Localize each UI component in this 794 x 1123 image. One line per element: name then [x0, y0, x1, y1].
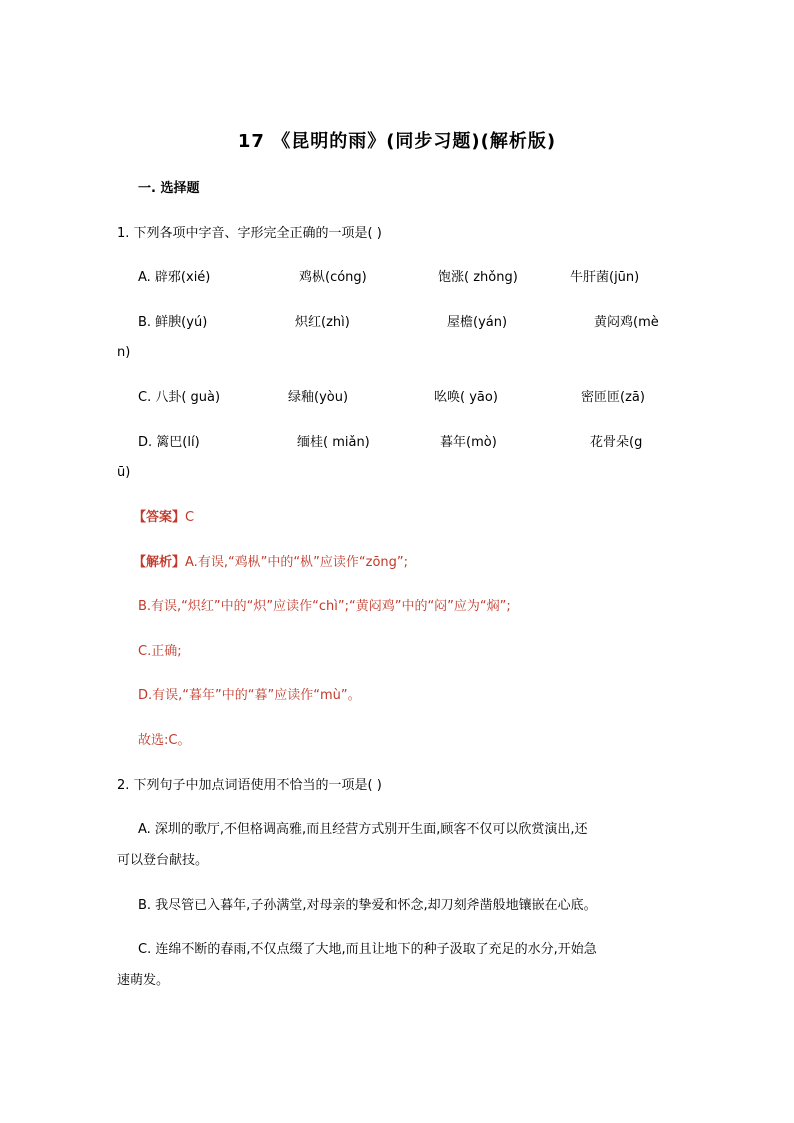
q1-option-c-1: C. 八卦( guà): [138, 390, 221, 405]
section-heading: 一. 选择题: [138, 181, 200, 196]
q1-option-a-1: A. 辟邪(xié): [138, 270, 211, 285]
q2-option-c-1: C. 连绵不断的春雨,不仅点缀了大地,而且让地下的种子汲取了充足的水分,开始急: [138, 942, 597, 957]
q1-option-b-3: 屋檐(yán): [447, 315, 508, 330]
q1-option-c-4: 密匝匝(zā): [581, 390, 645, 405]
answer-value: C: [185, 510, 195, 525]
q2-option-a-2: 可以登台献技。: [117, 853, 209, 868]
q1-option-b-2: 炽红(zhì): [295, 315, 350, 330]
q2-option-c-2: 速萌发。: [117, 973, 170, 988]
q1-option-c-3: 吆唤( yāo): [434, 390, 498, 405]
q1-stem: 1. 下列各项中字音、字形完全正确的一项是( ): [117, 226, 382, 241]
q1-option-b-cont: n): [117, 345, 131, 360]
analysis-a: A.有误,“鸡枞”中的“枞”应读作“zōng”;: [185, 555, 409, 570]
q1-conclusion: 故选:C。: [138, 733, 191, 748]
q1-option-b-1: B. 鲜腴(yú): [138, 315, 208, 330]
q2-stem: 2. 下列句子中加点词语使用不恰当的一项是( ): [117, 778, 382, 793]
q1-option-a-2: 鸡枞(cóng): [299, 270, 367, 285]
q1-option-d-cont: ū): [117, 465, 131, 480]
q1-option-d-2: 缅桂( miǎn): [297, 435, 370, 450]
q1-option-b-4: 黄闷鸡(mè: [594, 315, 659, 330]
q1-option-d-4: 花骨朵(g: [590, 435, 643, 450]
q1-analysis-b: B.有误,“炽红”中的“炽”应读作“chì”;“黄闷鸡”中的“闷”应为“焖”;: [138, 599, 511, 614]
q1-answer: [133, 510, 194, 526]
page-title: 17 《昆明的雨》(同步习题)(解析版): [237, 131, 557, 152]
q1-option-d-3: 暮年(mò): [440, 435, 497, 450]
answer-label: 【答案】: [133, 510, 186, 525]
analysis-label: 【解析】: [133, 555, 186, 570]
q2-option-b: B. 我尽管已入暮年,子孙满堂,对母亲的挚爱和怀念,却刀刻斧凿般地镶嵌在心底。: [138, 898, 597, 913]
q2-option-a-1: A. 深圳的歌厅,不但格调高雅,而且经营方式别开生面,顾客不仅可以欣赏演出,还: [138, 822, 588, 837]
q1-analysis-c: C.正确;: [138, 644, 182, 659]
q1-option-a-4: 牛肝菌(jūn): [570, 270, 640, 285]
q1-option-c-2: 绿釉(yòu): [288, 390, 349, 405]
q1-option-d-1: D. 篱巴(lí): [138, 435, 200, 450]
q1-option-a-3: 饱涨( zhǒng): [438, 270, 518, 285]
q1-analysis-d: D.有误,“暮年”中的“暮”应读作“mù”。: [138, 688, 361, 703]
q1-analysis-a: [133, 555, 408, 571]
